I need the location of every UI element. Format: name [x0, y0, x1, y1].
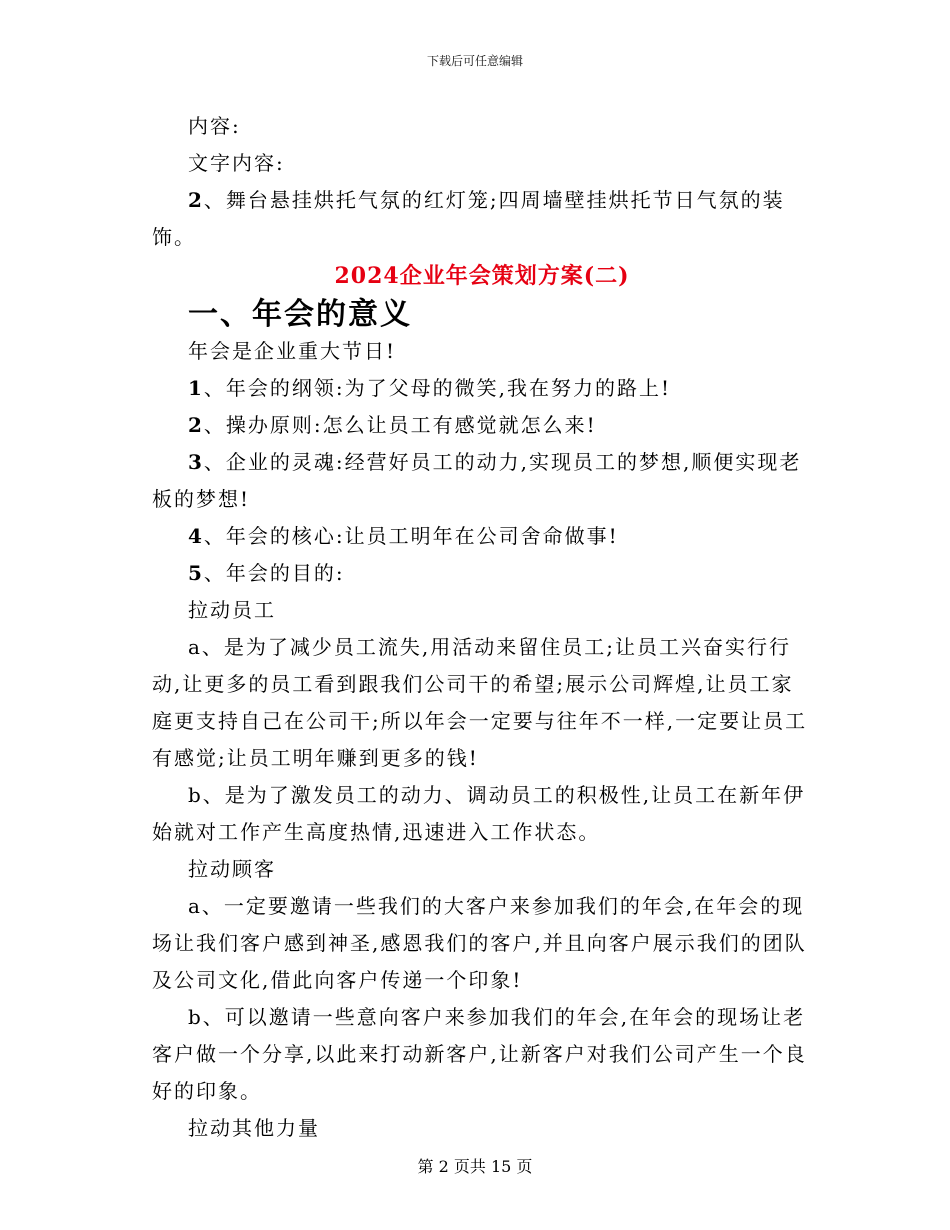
- document-title: 2024企业年会策划方案(二): [334, 263, 630, 289]
- page-header-note: 下载后可任意编辑: [426, 54, 523, 68]
- employees-point-a: a、是为了减少员工流失,用活动来留住员工;让员工兴奋实行行动,让更多的员工看到跟我们公司干的希望;展示公司辉煌,让员工家庭更支持自己在公司干;所以年会一定要与往年不一样,一定要让员工有感觉;让员工明年赚到更多的钱!: [152, 635, 808, 770]
- item-number: 4: [188, 524, 204, 548]
- item-number: 5: [188, 561, 204, 585]
- list-item: [152, 370, 812, 407]
- item-text: 、年会的核心:让员工明年在公司舍命做事!: [203, 524, 619, 548]
- subheading-employees: 拉动员工: [188, 598, 276, 622]
- subheading-other-forces: 拉动其他力量: [188, 1116, 320, 1140]
- subheading-customers: 拉动顾客: [188, 857, 276, 881]
- employees-point-b: b、是为了激发员工的动力、调动员工的积极性,让员工在新年伊始就对工作产生高度热情,迅速进入工作状态。: [152, 783, 806, 844]
- document-body: [152, 108, 812, 1147]
- item-text: 、年会的目的:: [203, 561, 345, 585]
- customers-point-b: b、可以邀请一些意向客户来参加我们的年会,在年会的现场让老客户做一个分享,以此来打动新客户,让新客户对我们公司产生一个良好的印象。: [152, 1005, 807, 1103]
- item-text: 、年会的纲领:为了父母的微笑,我在努力的路上!: [203, 376, 672, 400]
- item-number: 2: [188, 413, 204, 437]
- list-item: [152, 407, 812, 444]
- list-item: [152, 518, 812, 555]
- stage-decoration-item: [152, 182, 812, 256]
- item-number: 2: [188, 188, 204, 212]
- item-text: 、操办原则:怎么让员工有感觉就怎么来!: [203, 413, 597, 437]
- item-text: 、舞台悬挂烘托气氛的红灯笼;四周墙壁挂烘托节日气氛的装饰。: [152, 188, 785, 249]
- customers-point-a: a、一定要邀请一些我们的大客户来参加我们的年会,在年会的现场让我们客户感到神圣,感恩我们的客户,并且向客户展示我们的团队及公司文化,借此向客户传递一个印象!: [152, 894, 807, 992]
- label-content: 内容:: [188, 114, 241, 138]
- section-heading: 一、年会的意义: [188, 297, 412, 332]
- label-text-content: 文字内容:: [188, 151, 285, 175]
- list-item: [152, 444, 812, 518]
- intro-paragraph: 年会是企业重大节日!: [188, 339, 397, 363]
- list-item: [152, 555, 812, 592]
- item-text: 、企业的灵魂:经营好员工的动力,实现员工的梦想,顺便实现老板的梦想!: [152, 450, 802, 511]
- page-number-footer: 第 2 页共 15 页: [417, 1157, 533, 1176]
- item-number: 1: [188, 376, 204, 400]
- item-number: 3: [188, 450, 204, 474]
